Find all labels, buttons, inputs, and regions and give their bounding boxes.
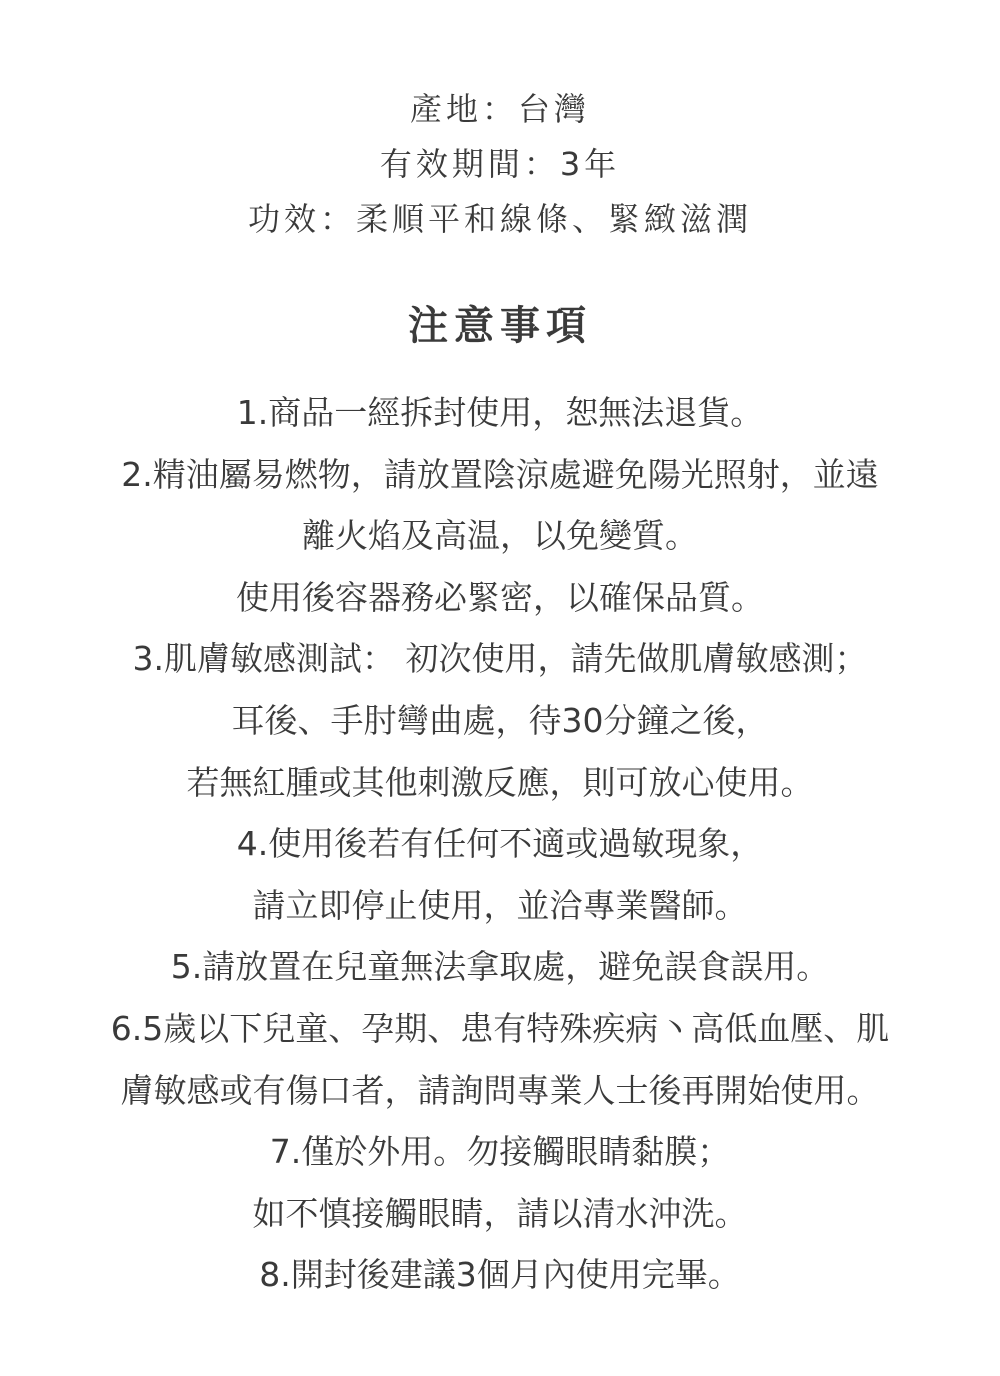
notice-line: 1.商品一經拆封使用，恕無法退貨。 (236, 393, 764, 432)
notice-line: 5.請放置在兒童無法拿取處，避免誤食誤用。 (170, 947, 830, 987)
notice-line: 3.肌膚敏感測試： 初次使用，請先做肌膚敏感測； (132, 639, 868, 679)
notice-line: 使用後容器務必緊密，以確保品質。 (236, 577, 764, 617)
notice-line: 若無紅腫或其他刺激反應，則可放心使用。 (186, 762, 814, 802)
notice-line: 如不慎接觸眼睛，請以清水沖洗。 (252, 1193, 748, 1233)
notice-line: 6.5歲以下兒童、孕期、患有特殊疾病丶高低血壓、肌 (110, 1008, 890, 1048)
notice-line: 8.開封後建議3個月內使用完畢。 (259, 1255, 741, 1295)
validity-text: 有效期間：3年 (379, 145, 621, 183)
notice-line: 7.僅於外用。勿接觸眼睛黏膜； (269, 1132, 731, 1172)
notice-line: 2.精油屬易燃物，請放置陰涼處避免陽光照射，並遠 (121, 454, 879, 494)
notice-line: 請立即停止使用，並洽專業醫師。 (252, 885, 748, 925)
notice-line: 離火焰及高温，以免變質。 (302, 516, 698, 556)
product-info-block (0, 82, 1000, 247)
notice-list (0, 382, 1000, 1306)
origin-text: 產地：台灣 (409, 90, 590, 128)
notice-line: 膚敏感或有傷口者，請詢問專業人士後再開始使用。 (120, 1070, 880, 1110)
notice-line: 4.使用後若有任何不適或過敏現象， (236, 824, 764, 864)
notice-line: 耳後、手肘彎曲處，待30分鐘之後， (231, 700, 769, 740)
notice-title: 注意事項 (408, 303, 592, 349)
effect-text: 功效：柔順平和線條、緊緻滋潤 (247, 200, 752, 238)
